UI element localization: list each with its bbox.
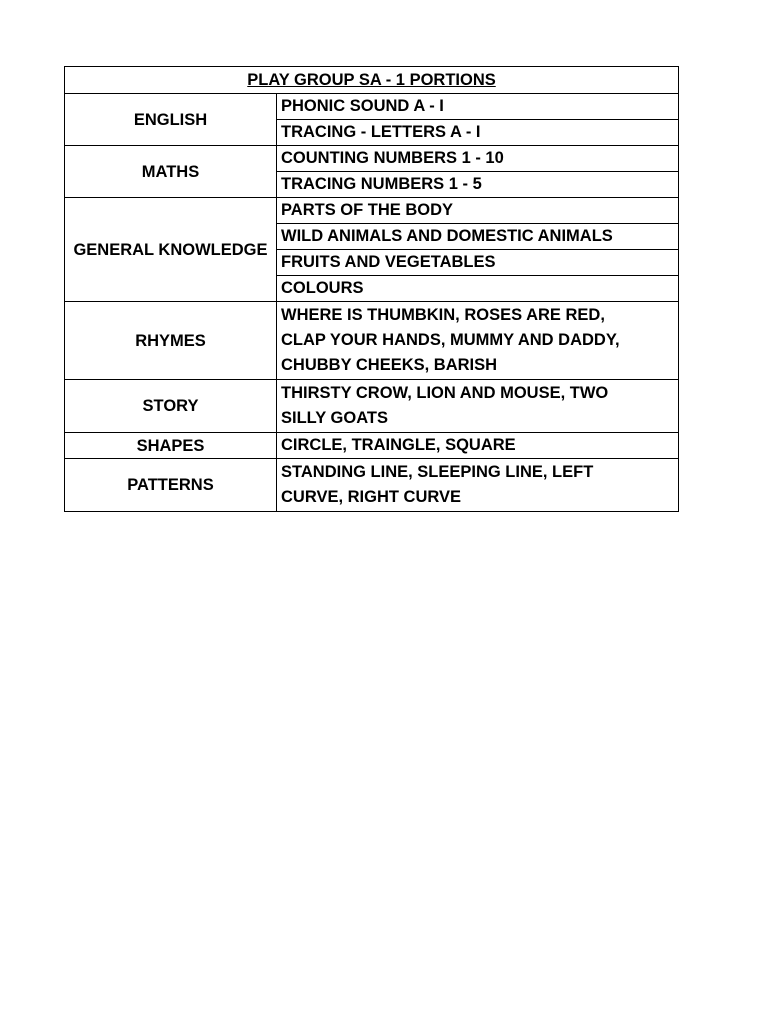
- portion-item-text: THIRSTY CROW, LION AND MOUSE, TWO: [281, 384, 609, 402]
- portion-item-text: TRACING - LETTERS A - I: [281, 123, 481, 141]
- portion-item-cell: [277, 302, 679, 380]
- portion-item-text: CHUBBY CHEEKS, BARISH: [281, 356, 498, 374]
- table-title-cell: [65, 67, 679, 94]
- portion-item-cell: [277, 198, 679, 224]
- portion-item-cell: [277, 146, 679, 172]
- portion-item-text: FRUITS AND VEGETABLES: [281, 253, 496, 271]
- portion-item-cell: [277, 459, 679, 512]
- table-row: [65, 94, 679, 120]
- table-row: [65, 459, 679, 512]
- portion-item-text: SILLY GOATS: [281, 409, 388, 427]
- portion-item-text: WILD ANIMALS AND DOMESTIC ANIMALS: [281, 227, 613, 245]
- table-row: [65, 198, 679, 224]
- subject-cell-general-knowledge: GENERAL KNOWLEDGE: [65, 198, 277, 302]
- portion-item-cell: [277, 172, 679, 198]
- portion-item-text: TRACING NUMBERS 1 - 5: [281, 175, 482, 193]
- table-row: [65, 302, 679, 380]
- portion-item-text: CIRCLE, TRAINGLE, SQUARE: [281, 436, 516, 454]
- subject-cell-maths: MATHS: [65, 146, 277, 198]
- table-row: [65, 146, 679, 172]
- portion-item-text: WHERE IS THUMBKIN, ROSES ARE RED,: [281, 306, 605, 324]
- portion-item-cell: [277, 120, 679, 146]
- table-title: PLAY GROUP SA - 1 PORTIONS: [247, 71, 496, 89]
- subject-cell-story: STORY: [65, 380, 277, 433]
- table-row: [65, 380, 679, 433]
- table-row: [65, 433, 679, 459]
- portion-item-cell: [277, 433, 679, 459]
- portion-item-text: COUNTING NUMBERS 1 - 10: [281, 149, 504, 167]
- portion-item-text: PARTS OF THE BODY: [281, 201, 454, 219]
- portion-item-text: STANDING LINE, SLEEPING LINE, LEFT: [281, 463, 594, 481]
- portion-item-cell: [277, 380, 679, 433]
- subject-cell-english: ENGLISH: [65, 94, 277, 146]
- portion-item-cell: [277, 224, 679, 250]
- portions-table: [64, 66, 679, 512]
- title-row: [65, 67, 679, 94]
- portion-item-text: CURVE, RIGHT CURVE: [281, 488, 462, 506]
- portion-item-cell: [277, 276, 679, 302]
- portion-item-text: PHONIC SOUND A - I: [281, 97, 444, 115]
- portion-item-cell: [277, 94, 679, 120]
- portion-item-text: COLOURS: [281, 279, 364, 297]
- subject-cell-patterns: PATTERNS: [65, 459, 277, 512]
- portion-item-cell: [277, 250, 679, 276]
- subject-cell-rhymes: RHYMES: [65, 302, 277, 380]
- portion-item-text: CLAP YOUR HANDS, MUMMY AND DADDY,: [281, 331, 620, 349]
- portions-table-body: [65, 67, 679, 512]
- subject-cell-shapes: SHAPES: [65, 433, 277, 459]
